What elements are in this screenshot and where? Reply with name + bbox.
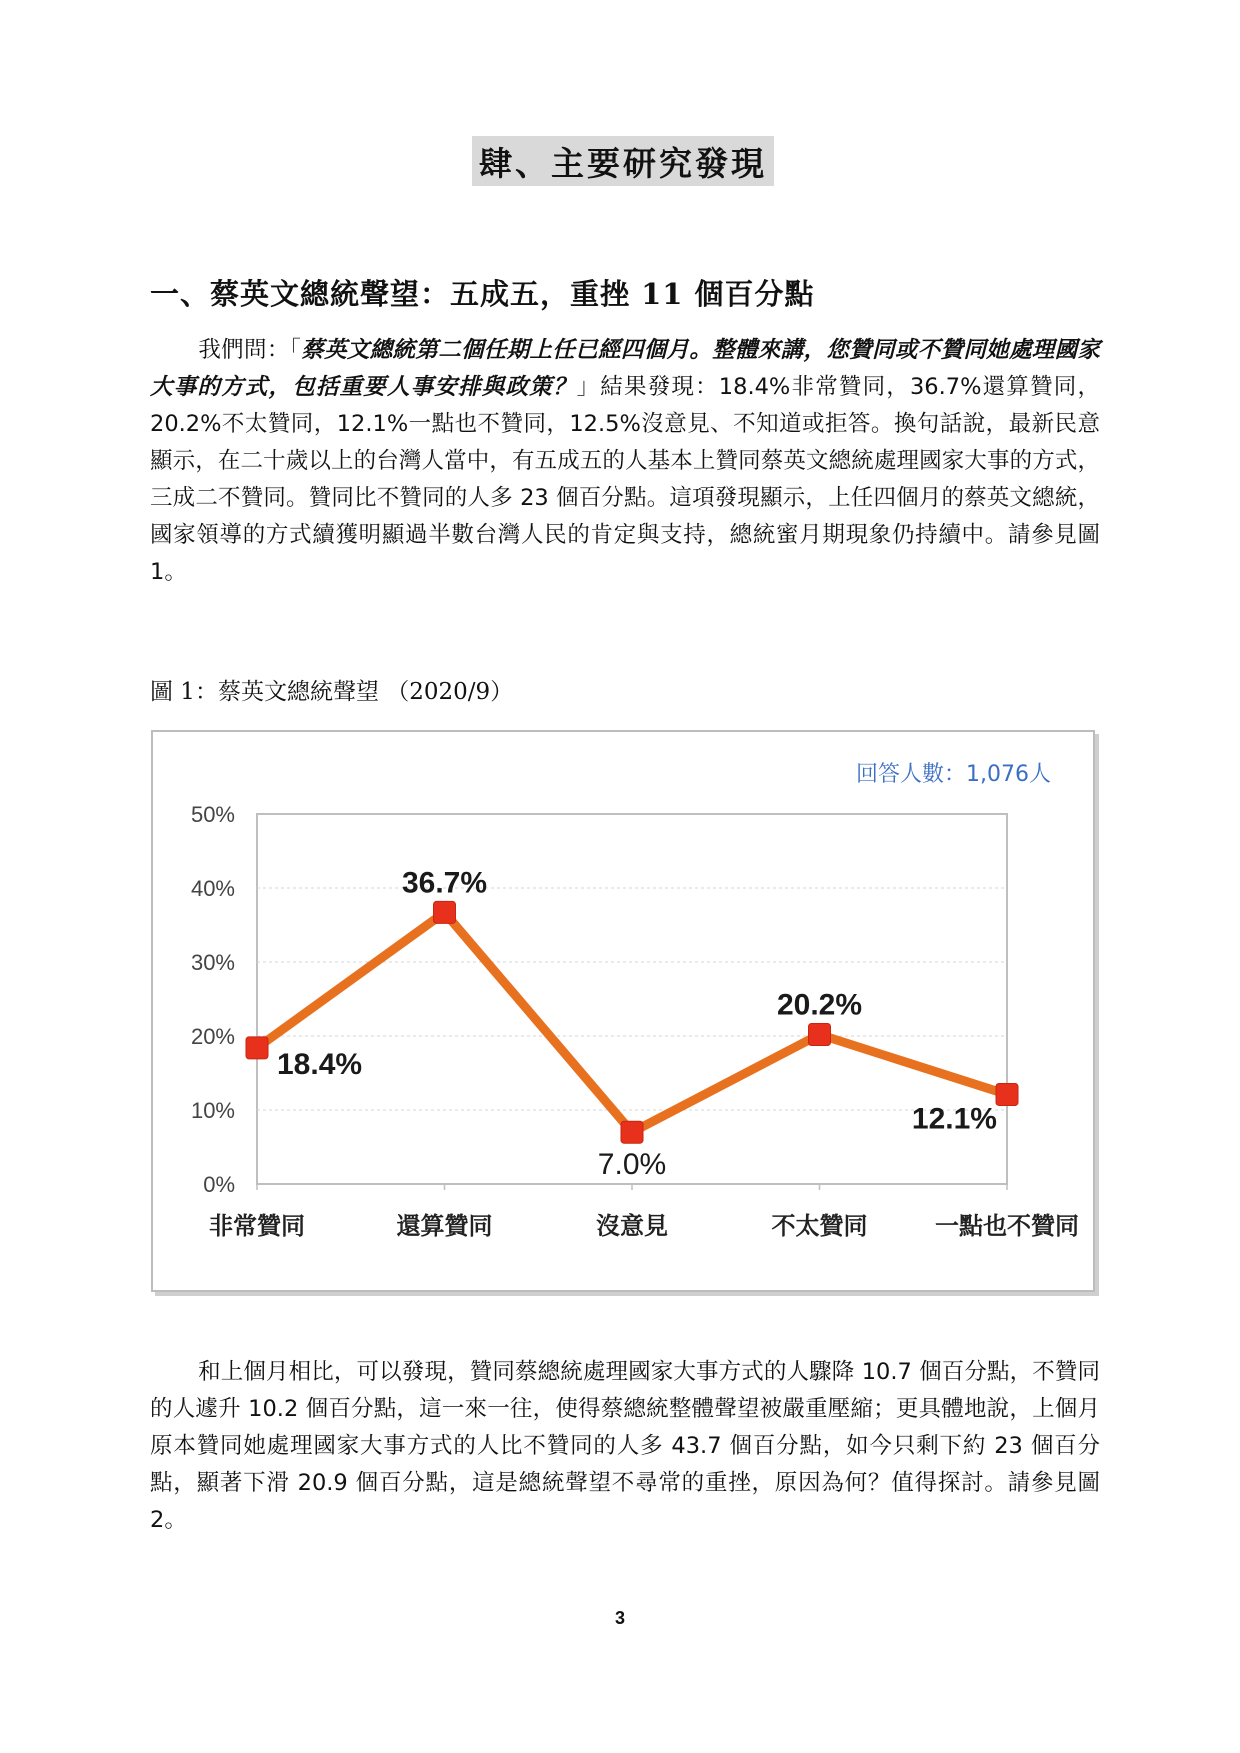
x-tick-label: 非常贊同: [209, 1212, 305, 1240]
y-tick-label: 10%: [190, 1098, 235, 1123]
data-point: [809, 1024, 831, 1046]
paragraph-1: [150, 332, 1100, 591]
y-tick-label: 30%: [190, 950, 235, 975]
y-tick-label: 50%: [190, 802, 235, 827]
data-label: 12.1%: [911, 1102, 997, 1136]
chart-container: [151, 730, 1095, 1292]
data-point: [621, 1121, 643, 1143]
y-tick-label: 40%: [190, 876, 235, 901]
data-label: 20.2%: [776, 988, 863, 1022]
data-label: 36.7%: [401, 866, 488, 900]
y-tick-label: 20%: [190, 1024, 235, 1049]
data-label: 18.4%: [277, 1047, 363, 1081]
data-point: [996, 1083, 1018, 1105]
page-number: 3: [614, 1608, 625, 1628]
respondent-count: 回答人數：1,076人: [856, 762, 1051, 787]
x-tick-label: 還算贊同: [396, 1212, 493, 1240]
paragraph-2: [150, 1354, 1100, 1539]
data-point: [434, 901, 456, 923]
survey-question: 蔡英文總統第二個任期上任已經四個月。整體來講，您贊同或不贊同她處理國家大事的方式，包括重要人事安排與政策？: [150, 337, 1100, 400]
paragraph-1-prefix: 我們問：「: [198, 337, 302, 363]
x-tick-label: 沒意見: [596, 1212, 668, 1240]
subsection-title: 一、蔡英文總統聲望：五成五，重挫 11 個百分點: [150, 277, 815, 311]
x-tick-label: 一點也不贊同: [935, 1212, 1079, 1240]
data-point: [246, 1037, 268, 1059]
paragraph-2-text: 和上個月相比，可以發現，贊同蔡總統處理國家大事方式的人驟降 10.7 個百分點，不贊同的人遽升 10.2 個百分點，這一來一往，使得蔡總統整體聲望被嚴重壓縮；更具體地說，上個月原本贊同她處理國家大事方式的人比不贊同的人多 43.7 個百分點，如今只剩下約 23 個百分點，顯著下滑 20.9 個百分點，這是總統聲望不尋常的重挫，原因為何？值得探討。請參見圖 2。: [150, 1359, 1100, 1533]
y-tick-label: 0%: [203, 1172, 235, 1197]
data-label: 7.0%: [597, 1148, 667, 1182]
figure-caption: 圖 1：蔡英文總統聲望 （2020/9）: [150, 679, 514, 705]
x-tick-label: 不太贊同: [771, 1212, 868, 1240]
section-title: [472, 136, 774, 186]
paragraph-1-body: 」結果發現：18.4%非常贊同，36.7%還算贊同，20.2%不太贊同，12.1%一點也不贊同，12.5%沒意見、不知道或拒答。換句話說，最新民意顯示，在二十歲以上的台灣人當中，有五成五的人基本上贊同蔡英文總統處理國家大事的方式，三成二不贊同。贊同比不贊同的人多 23 個百分點。這項發現顯示，上任四個月的蔡英文總統，國家領導的方式續獲明顯過半數台灣人民的肯定與支持，總統蜜月期現象仍持續中。請參見圖 1。: [150, 374, 1100, 585]
line-chart: [153, 732, 1093, 1290]
section-title-text: 肆、主要研究發現: [479, 143, 767, 183]
